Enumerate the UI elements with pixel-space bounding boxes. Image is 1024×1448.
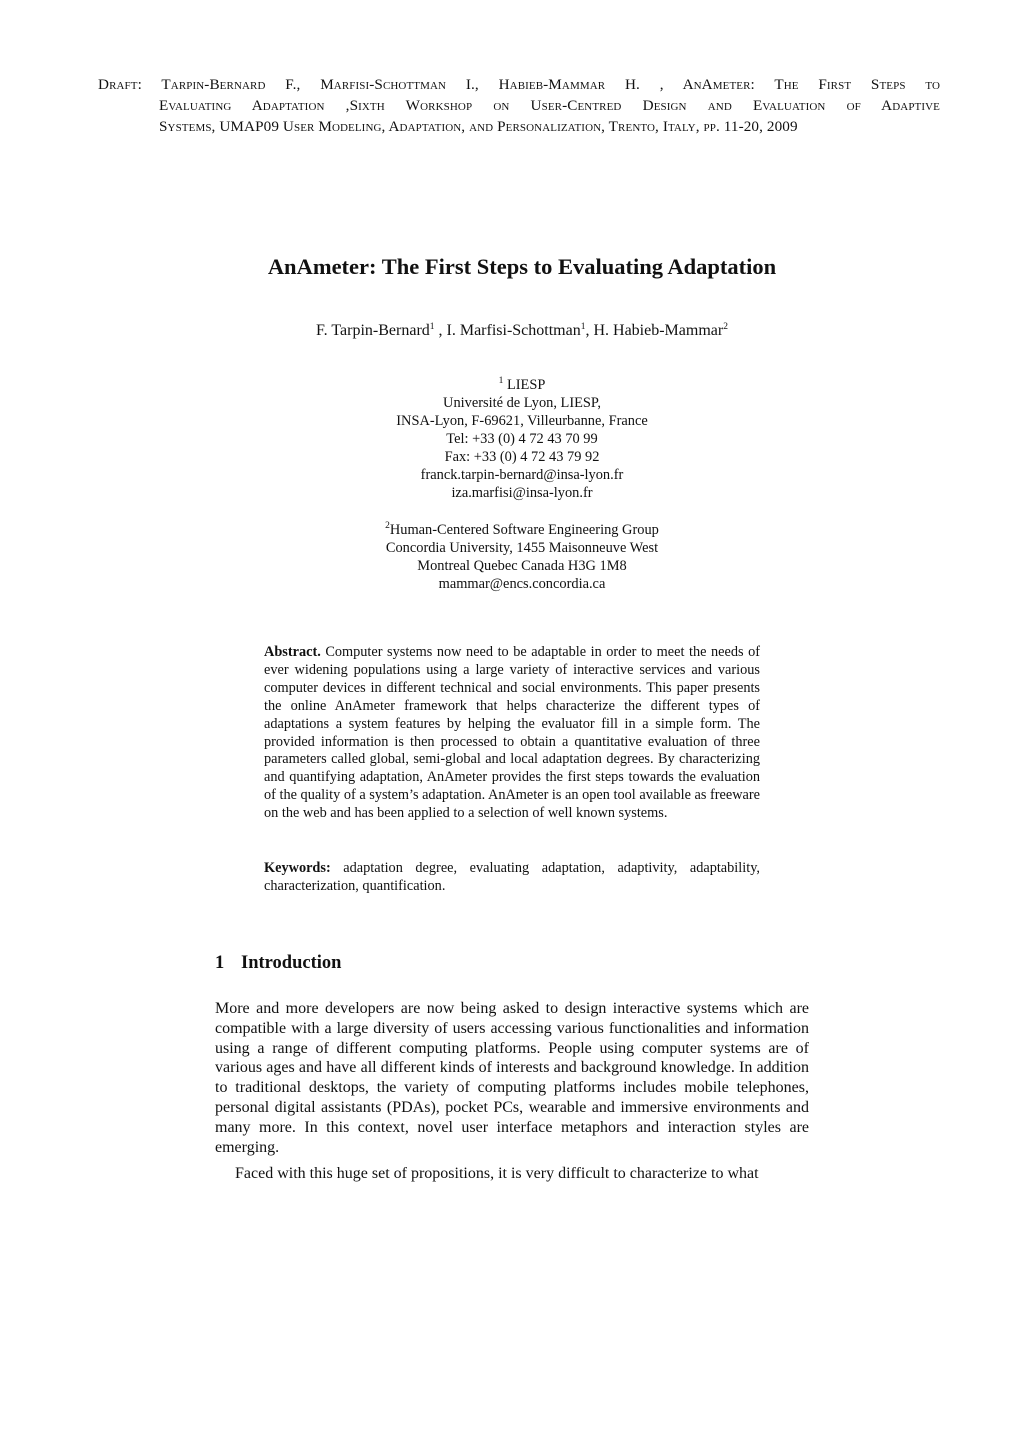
affiliation-mark: 1 xyxy=(498,376,504,386)
author-name: H. Habieb-Mammar xyxy=(593,322,724,339)
author-name: I. Marfisi-Schottman xyxy=(446,322,581,339)
affiliation-1 xyxy=(0,376,1024,502)
affiliation-line: Tel: +33 (0) 4 72 43 70 99 xyxy=(446,431,598,447)
author-affiliation-mark: 1 xyxy=(580,322,586,332)
keywords xyxy=(264,860,760,896)
author-affiliation-mark: 2 xyxy=(723,322,728,332)
author-separator: , xyxy=(434,322,447,339)
affiliation-heading xyxy=(0,376,1024,394)
affiliation-line: INSA-Lyon, F-69621, Villeurbanne, France xyxy=(396,413,648,429)
email-line: mammar@encs.concordia.ca xyxy=(438,576,606,592)
affiliation-line: Montreal Quebec Canada H3G 1M8 xyxy=(417,558,627,574)
author-affiliation-mark: 1 xyxy=(429,322,435,332)
affiliation-2 xyxy=(0,521,1024,593)
introduction-body xyxy=(215,999,809,1191)
affiliation-name: Human-Centered Software Engineering Group xyxy=(389,522,659,538)
abstract-label: Abstract. xyxy=(264,644,321,660)
keywords-label: Keywords: xyxy=(264,860,331,876)
author-separator: , xyxy=(585,322,594,339)
author-list xyxy=(0,322,1024,340)
keywords-text: adaptation degree, evaluating adaptation, adaptivity, adaptability, characterization, quantification. xyxy=(264,860,760,894)
paragraph: More and more developers are now being asked to design interactive systems which are compatible with a large diversity of users accessing various functionalities and information using a range of different computing platforms. People using computer systems are of various ages and have all different kinds of interests and background knowledge. In addition to traditional desktops, the variety of computing platforms includes mobile telephones, personal digital assistants (PDAs), pocket PCs, wearable and immersive environments and many more. In this context, novel user interface metaphors and interaction styles are emerging. xyxy=(215,1000,809,1156)
affiliation-mark: 2 xyxy=(385,521,390,531)
affiliation-line: Fax: +33 (0) 4 72 43 79 92 xyxy=(444,449,600,465)
paragraph: Faced with this huge set of propositions, it is very difficult to characterize to what xyxy=(235,1165,759,1183)
affiliation-line: Concordia University, 1455 Maisonneuve West xyxy=(385,540,659,556)
section-title: Introduction xyxy=(241,953,342,973)
email-line: franck.tarpin-bernard@insa-lyon.fr xyxy=(420,467,624,483)
section-number: 1 xyxy=(215,953,225,973)
affiliation-heading xyxy=(0,521,1024,539)
draft-line-1: Draft: Tarpin-Bernard F., Marfisi-Schottman I., Habieb-Mammar H. , AnAmeter: The First Steps to xyxy=(98,76,940,93)
author-name: F. Tarpin-Bernard xyxy=(316,322,430,339)
draft-line-2: Evaluating Adaptation ,Sixth Workshop on User-Centred Design and Evaluation of Adaptive xyxy=(159,97,940,114)
affiliation-name: LIESP xyxy=(503,377,546,393)
email-line: iza.marfisi@insa-lyon.fr xyxy=(451,485,593,501)
abstract xyxy=(264,644,760,823)
draft-line-3: Systems, UMAP09 User Modeling, Adaptation, and Personalization, Trento, Italy, pp. 11-20, 2009 xyxy=(159,118,798,135)
paper-title: AnAmeter: The First Steps to Evaluating Adaptation xyxy=(267,254,777,279)
abstract-text: Computer systems now need to be adaptable in order to meet the needs of ever widening populations using a large variety of interactive services and various computer devices in different technical and social environments. This paper presents the online AnAmeter framework that helps characterize the different types of adaptations a system features by helping the evaluator fill in a simple form. The provided information is then processed to obtain a quantitative evaluation of three parameters called global, semi-global and local adaptation degrees. By characterizing and quantifying adaptation, AnAmeter provides the first steps towards the evaluation of the quality of a system’s adaptation. AnAmeter is an open tool available as freeware on the web and has been applied to a selection of well known systems. xyxy=(264,644,760,822)
affiliation-line: Université de Lyon, LIESP, xyxy=(443,395,601,411)
section-heading-introduction xyxy=(215,953,341,974)
draft-citation-header xyxy=(98,74,940,137)
